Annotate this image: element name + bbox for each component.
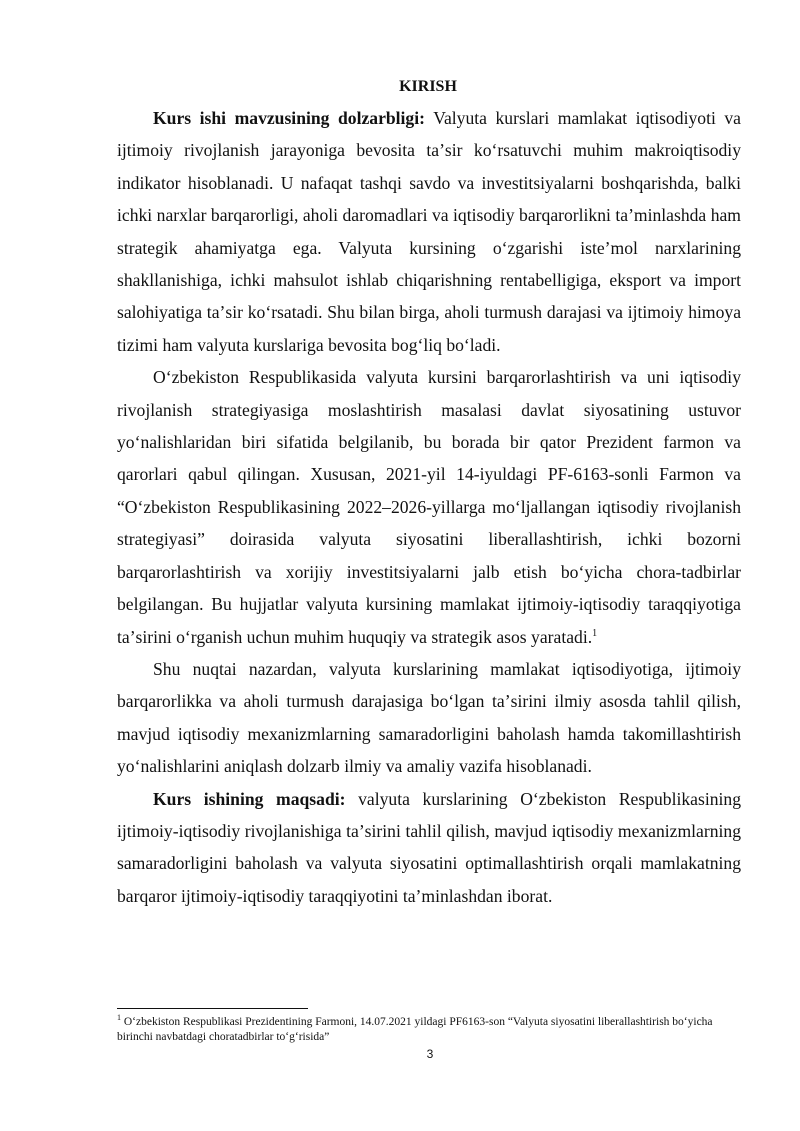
paragraph-relevance	[117, 102, 741, 361]
paragraph-text: valyuta kurslarining Oʻzbekiston Respublikasining ijtimoiy-iqtisodiy rivojlanishiga taʼsirini tahlil qilish, mavjud iqtisodiy mexanizmlarning samaradorligini baholash va valyuta siyosatini optimallashtirish orqali mamlakatning barqaror ijtimoiy-iqtisodiy taraqqiyotini taʼminlashdan iborat.	[117, 788, 742, 906]
footnote-reference[interactable]: 1	[592, 627, 598, 639]
page-number: 3	[426, 1047, 434, 1061]
paragraph-goal	[117, 783, 741, 913]
paragraph-text: Oʻzbekiston Respublikasida valyuta kursini barqarorlashtirish va uni iqtisodiy rivojlanish strategiyasiga moslashtirish masalasi davlat siyosatining ustuvor yoʻnalishlaridan biri sifatida belgilanib, bu borada bir qator Prezident farmon va qarorlari qabul qilingan. Xususan, 2021-yil 14-iyuldagi PF-6163-sonli Farmon va “Oʻzbekiston Respublikasining 2022–2026-yillarga moʻljallangan iqtisodiy rivojlanish strategiyasi” doirasida valyuta siyosatini liberallashtirish, ichki bozorni barqarorlashtirish va xorijiy investitsiyalarni jalb etish boʻyicha chora-tadbirlar belgilangan. Bu hujjatlar valyuta kursining mamlakat ijtimoiy-iqtisodiy taraqqiyotiga taʼsirini oʻrganish uchun muhim huquqiy va strategik asos yaratadi.	[117, 367, 741, 647]
footnote-text: Oʻzbekiston Respublikasi Prezidentining Farmoni, 14.07.2021 yildagi PF6163-son “Valyuta siyosatini liberallashtirish boʻyicha birinchi navbatdagi choratadbirlar toʻgʻrisida”	[117, 1016, 713, 1043]
paragraph-lead: Kurs ishining maqsadi:	[153, 788, 346, 809]
page-title: KIRISH	[399, 78, 457, 95]
body-text	[117, 102, 741, 912]
paragraph-policy	[117, 361, 741, 653]
footnote-divider	[117, 1008, 308, 1009]
footnote-number: 1	[117, 1013, 121, 1023]
footnote	[117, 1015, 741, 1045]
paragraph-analysis	[117, 653, 741, 783]
paragraph-lead: Kurs ishi mavzusining dolzarbligi:	[153, 108, 425, 128]
paragraph-text: Shu nuqtai nazardan, valyuta kurslarining mamlakat iqtisodiyotiga, ijtimoiy barqarorlikka va aholi turmush darajasiga boʻlgan taʼsirini ilmiy asosda tahlil qilish, mavjud iqtisodiy mexanizmlarning samaradorligini baholash hamda takomillashtirish yoʻnalishlarini aniqlash dolzarb ilmiy va amaliy vazifa hisoblanadi.	[117, 658, 741, 777]
paragraph-text: Valyuta kurslari mamlakat iqtisodiyoti va ijtimoiy rivojlanish jarayoniga bevosita taʼsir koʻrsatuvchi muhim makroiqtisodiy indikator hisoblanadi. U nafaqat tashqi savdo va investitsiyalarni boshqarishda, balki ichki narxlar barqarorligi, aholi daromadlari va iqtisodiy barqarorlikni taʼminlashda ham strategik ahamiyatga ega. Valyuta kursining oʻzgarishi isteʼmol narxlarining shakllanishiga, ichki mahsulot ishlab chiqarishning rentabelligiga, eksport va import salohiyatiga taʼsir koʻrsatadi. Shu bilan birga, aholi turmush darajasi va ijtimoiy himoya tizimi ham valyuta kurslariga bevosita bogʻliq boʻladi.	[117, 108, 741, 355]
